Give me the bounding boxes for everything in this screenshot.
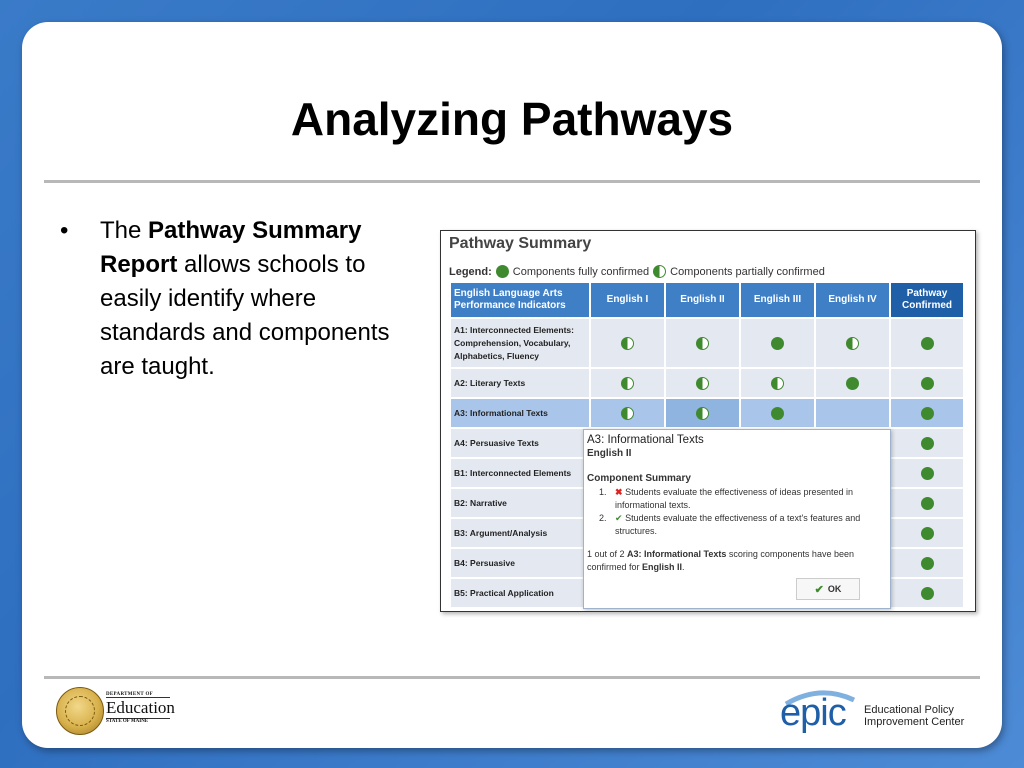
course-cell[interactable]: [591, 319, 664, 367]
check-icon: ✔: [615, 513, 623, 523]
full-confirmed-icon: [921, 587, 934, 600]
indicator-label: B5: Practical Application: [451, 579, 589, 607]
maine-seal-logo: [56, 687, 104, 735]
partial-confirmed-icon: [621, 337, 634, 350]
indicator-label: B3: Argument/Analysis: [451, 519, 589, 547]
indicator-label: A2: Literary Texts: [451, 369, 589, 397]
pathway-confirmed-cell[interactable]: [891, 319, 963, 367]
epic-line-2: Improvement Center: [864, 716, 965, 728]
component-summary-popup: [583, 429, 891, 609]
item-number: 2.: [599, 513, 607, 523]
partial-confirmed-icon: [653, 265, 666, 278]
slide: [22, 22, 1002, 748]
item-text: Students evaluate the effectiveness of ideas presented in informational texts.: [615, 487, 854, 510]
moe-top: DEPARTMENT OF: [106, 692, 170, 698]
course-cell[interactable]: [591, 369, 664, 397]
legend: [449, 265, 825, 278]
full-confirmed-icon: [846, 377, 859, 390]
pathway-confirmed-cell[interactable]: [891, 579, 963, 607]
full-confirmed-icon: [921, 377, 934, 390]
indicator-label: A1: Interconnected Elements: Comprehension, Vocabulary, Alphabetics, Fluency: [451, 319, 589, 367]
course-cell[interactable]: [591, 399, 664, 427]
table-row[interactable]: [451, 319, 963, 367]
epic-logo-word: epic: [780, 692, 846, 734]
partial-confirmed-icon: [696, 377, 709, 390]
ok-button[interactable]: [796, 578, 860, 600]
legend-full-text: Components fully confirmed: [512, 265, 650, 278]
partial-confirmed-icon: [621, 377, 634, 390]
item-text: Students evaluate the effectiveness of a text's features and structures.: [615, 513, 861, 536]
maine-education-logo: [106, 692, 175, 724]
full-confirmed-icon: [921, 337, 934, 350]
course-cell[interactable]: [741, 369, 814, 397]
bullet-dot: •: [60, 217, 69, 244]
course-cell[interactable]: [816, 319, 889, 367]
pathway-confirmed-cell[interactable]: [891, 549, 963, 577]
legend-label: Legend:: [449, 265, 492, 278]
partial-confirmed-icon: [771, 377, 784, 390]
popup-summary: [587, 548, 887, 574]
summary-end: .: [682, 562, 685, 572]
summary-indicator: A3: Informational Texts: [627, 549, 727, 559]
summary-pre: 1 out of 2: [587, 549, 628, 559]
legend-partial-text: Components partially confirmed: [670, 265, 825, 278]
list-item: [599, 486, 887, 512]
column-header-pathway-confirmed: Pathway Confirmed: [891, 283, 963, 317]
check-icon: ✔: [814, 583, 824, 596]
column-header-english-2[interactable]: English II: [666, 283, 739, 317]
course-cell[interactable]: [666, 399, 739, 427]
popup-section-title: Component Summary: [587, 473, 691, 484]
indicator-label: B2: Narrative: [451, 489, 589, 517]
pathway-confirmed-cell[interactable]: [891, 369, 963, 397]
bullet-text: [100, 214, 420, 384]
moe-main: Education: [106, 698, 175, 717]
full-confirmed-icon: [921, 467, 934, 480]
course-cell[interactable]: [816, 369, 889, 397]
table-row[interactable]: [451, 369, 963, 397]
pathway-confirmed-cell[interactable]: [891, 489, 963, 517]
course-cell[interactable]: [741, 399, 814, 427]
full-confirmed-icon: [771, 407, 784, 420]
indicator-label: B4: Persuasive: [451, 549, 589, 577]
partial-confirmed-icon: [621, 407, 634, 420]
report-title: Pathway Summary: [449, 235, 592, 252]
indicator-label: A4: Persuasive Texts: [451, 429, 589, 457]
popup-title: A3: Informational Texts: [587, 434, 704, 446]
epic-subtitle: [864, 704, 964, 728]
full-confirmed-icon: [921, 527, 934, 540]
full-confirmed-icon: [921, 437, 934, 450]
bullet-point: [60, 214, 420, 384]
indicator-label: B1: Interconnected Elements: [451, 459, 589, 487]
partial-confirmed-icon: [696, 407, 709, 420]
full-confirmed-icon: [771, 337, 784, 350]
bullet-bold: Pathway Summary Report: [100, 217, 362, 278]
partial-confirmed-icon: [846, 337, 859, 350]
bullet-prefix: The: [100, 217, 149, 244]
item-number: 1.: [599, 487, 607, 497]
epic-line-1: Educational Policy: [864, 704, 954, 716]
table-row[interactable]: [451, 399, 963, 427]
pathway-confirmed-cell[interactable]: [891, 399, 963, 427]
pathway-confirmed-cell[interactable]: [891, 459, 963, 487]
full-confirmed-icon: [921, 407, 934, 420]
full-confirmed-icon: [496, 265, 509, 278]
course-cell[interactable]: [741, 319, 814, 367]
full-confirmed-icon: [921, 557, 934, 570]
column-header-english-3[interactable]: English III: [741, 283, 814, 317]
course-cell: [816, 399, 889, 427]
pathway-confirmed-cell[interactable]: [891, 519, 963, 547]
column-header-indicators: English Language Arts Performance Indicators: [451, 283, 589, 317]
list-item: [599, 512, 887, 538]
page-title: Analyzing Pathways: [290, 93, 734, 145]
divider-bottom: [44, 676, 980, 679]
indicator-label: A3: Informational Texts: [451, 399, 589, 427]
divider-top: [44, 180, 980, 183]
pathway-confirmed-cell[interactable]: [891, 429, 963, 457]
course-cell[interactable]: [666, 319, 739, 367]
component-list: [587, 486, 887, 538]
bullet-suffix: allows schools to easily identify where standards and components are taught.: [100, 251, 390, 380]
column-header-english-4[interactable]: English IV: [816, 283, 889, 317]
full-confirmed-icon: [921, 497, 934, 510]
summary-course: English II: [642, 562, 683, 572]
partial-confirmed-icon: [696, 337, 709, 350]
table-header-row: [451, 283, 963, 317]
popup-course: English II: [587, 448, 632, 459]
x-icon: ✖: [615, 487, 623, 497]
moe-bottom: STATE OF MAINE: [106, 718, 170, 724]
ok-label: OK: [827, 584, 842, 594]
pathway-summary-report: [440, 230, 976, 612]
course-cell[interactable]: [666, 369, 739, 397]
summary-mid: scoring components have been confirmed for: [587, 549, 854, 572]
column-header-english-1[interactable]: English I: [591, 283, 664, 317]
